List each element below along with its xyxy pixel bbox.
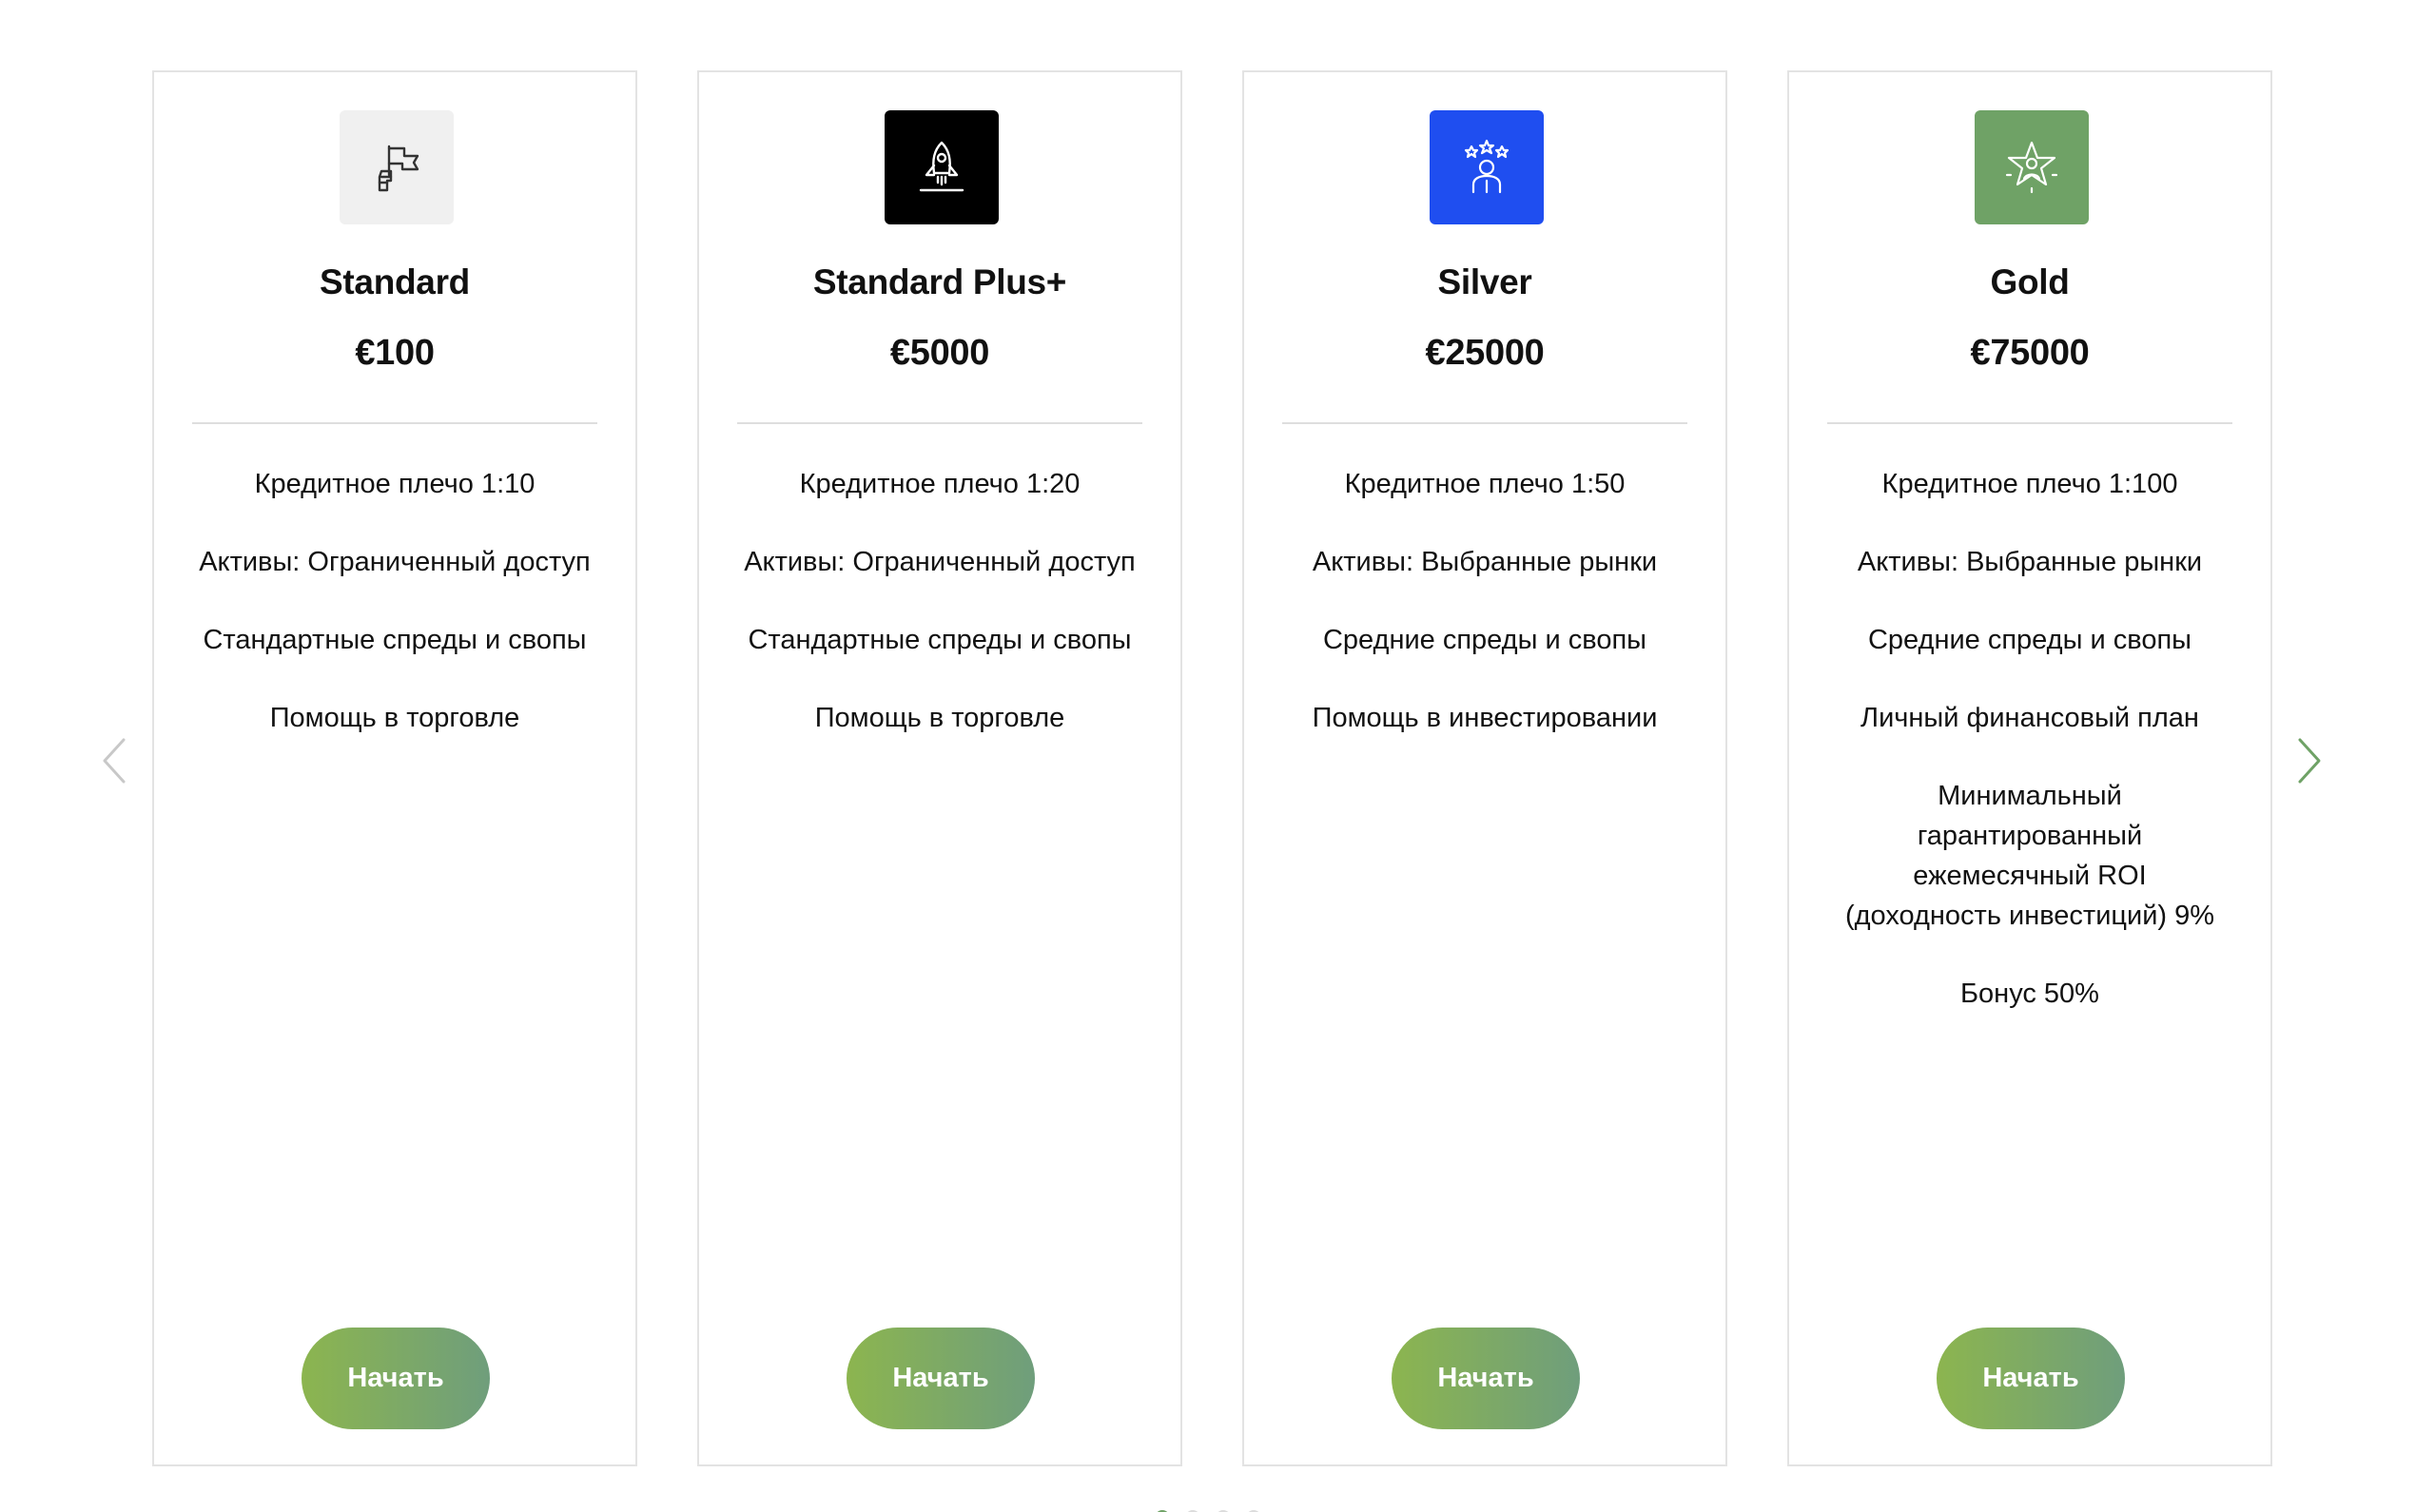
chevron-left-icon: [95, 732, 133, 789]
feature-item: Минимальный гарантированный ежемесячный ROI (доходность инвестиций) 9%: [1844, 781, 2215, 931]
start-button[interactable]: Начать: [302, 1328, 490, 1429]
divider: [737, 422, 1142, 424]
plan-icon-box: [885, 110, 999, 224]
feature-list: [1818, 464, 2242, 1052]
carousel-next-button[interactable]: [2290, 732, 2328, 789]
feature-item: Помощь в инвестировании: [1312, 703, 1658, 733]
feature-item: Средние спреды и свопы: [1322, 625, 1647, 655]
chevron-right-icon: [2290, 732, 2328, 789]
start-button[interactable]: Начать: [1392, 1328, 1580, 1429]
plan-title: Silver: [1437, 262, 1532, 301]
feature-item: Активы: Ограниченный доступ: [744, 547, 1136, 577]
feature-item: Кредитное плечо 1:10: [254, 469, 536, 499]
plan-icon-box: [1430, 110, 1544, 224]
star-award-icon: [2001, 137, 2062, 198]
person-stars-icon: [1456, 137, 1517, 198]
feature-item: Активы: Выбранные рынки: [1312, 547, 1658, 577]
feature-item: Активы: Выбранные рынки: [1857, 547, 2203, 577]
feature-list: [1273, 464, 1697, 776]
plan-card-standard-plus: [697, 70, 1182, 1466]
divider: [1827, 422, 2232, 424]
plan-icon-box: [340, 110, 454, 224]
plan-title: Gold: [1990, 262, 2070, 301]
plan-price: €25000: [1425, 333, 1545, 373]
hand-flag-icon: [366, 137, 427, 198]
start-button[interactable]: Начать: [1937, 1328, 2125, 1429]
feature-item: Стандартные спреды и свопы: [203, 625, 587, 655]
feature-item: Бонус 50%: [1960, 979, 2099, 1009]
plan-price: €5000: [889, 333, 990, 373]
plan-icon-box: [1975, 110, 2089, 224]
plan-price: €100: [355, 333, 435, 373]
feature-item: Стандартные спреды и свопы: [748, 625, 1132, 655]
feature-item: Помощь в торговле: [814, 703, 1065, 733]
plan-card-standard: [152, 70, 637, 1466]
feature-item: Кредитное плечо 1:50: [1344, 469, 1626, 499]
divider: [192, 422, 597, 424]
feature-item: Активы: Ограниченный доступ: [199, 547, 591, 577]
feature-item: Кредитное плечо 1:100: [1881, 469, 2178, 499]
feature-item: Средние спреды и свопы: [1867, 625, 2192, 655]
plan-card-gold: [1787, 70, 2272, 1466]
feature-list: [183, 464, 607, 776]
plan-title: Standard Plus+: [812, 262, 1067, 301]
carousel-prev-button[interactable]: [95, 732, 133, 789]
start-button[interactable]: Начать: [847, 1328, 1035, 1429]
feature-list: [728, 464, 1152, 776]
plan-title: Standard: [320, 262, 470, 301]
plan-card-silver: [1242, 70, 1727, 1466]
plan-price: €75000: [1970, 333, 2090, 373]
feature-item: Кредитное плечо 1:20: [799, 469, 1081, 499]
divider: [1282, 422, 1687, 424]
feature-item: Помощь в торговле: [269, 703, 520, 733]
feature-item: Личный финансовый план: [1860, 703, 2199, 733]
rocket-icon: [911, 137, 972, 198]
